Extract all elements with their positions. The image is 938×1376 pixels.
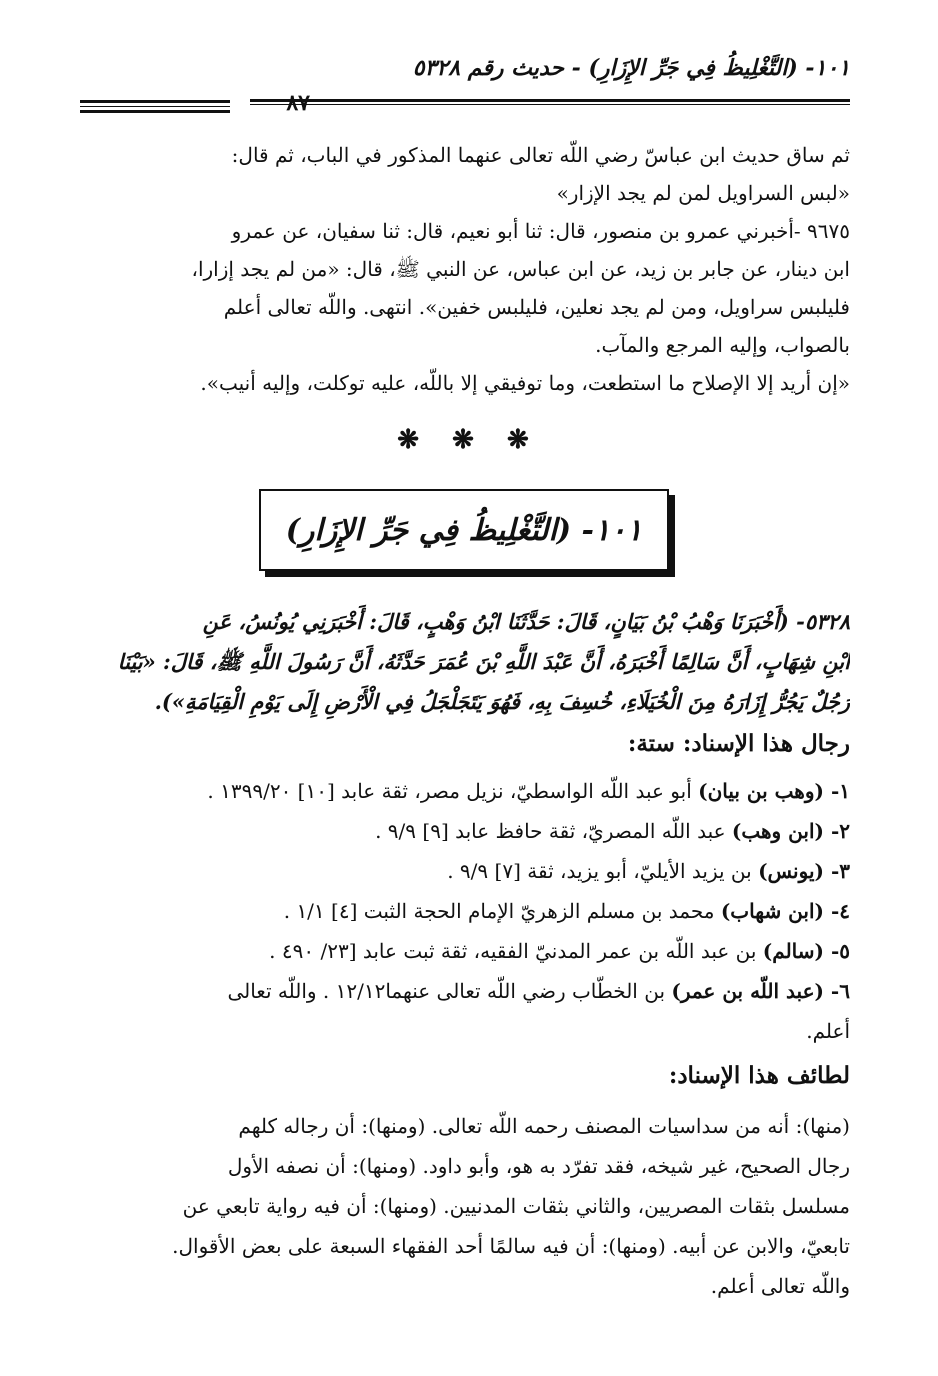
narrator-entry xyxy=(80,851,850,891)
page-number-block xyxy=(80,90,310,120)
hadith-line: ابْنِ شِهَابٍ، أَنَّ سَالِمًا أَخْبَرَهُ، أَنَّ عَبْدَ اللَّهِ بْنَ عُمَرَ حَدَّثَهُ، أَنَّ رَسُولَ اللَّهِ ﷺ، قَالَ: «بَيْنَا xyxy=(117,649,850,674)
narrator-entry xyxy=(80,811,850,851)
text-line: فليلبس سراويل، ومن لم يجد نعلين، فليلبس خفين». انتهى. واللّه تعالى أعلم xyxy=(223,295,850,319)
narrator-details: أبو عبد اللّه الواسطيّ، نزيل مصر، ثقة عابد [١٠] ١٣٩٩/٢٠ . xyxy=(207,779,699,803)
narrator-name: ٥- (سالم) xyxy=(762,939,850,963)
hadith-line: رَجُلٌ يَجُرُّ إِزَارَهُ مِنَ الْخُيَلَاءِ، خُسِفَ بِهِ، فَهُوَ يَتَجَلْجَلُ فِي الْأَرْضِ إِلَى يَوْمِ الْقِيَامَةِ»). xyxy=(154,689,850,714)
lataif-paragraph xyxy=(80,1106,850,1306)
lataif-heading: لطائف هذا الإسناد: xyxy=(668,1062,850,1089)
narrator-entry xyxy=(80,891,850,931)
hadith-line: ٥٣٢٨- (أَخْبَرَنَا وَهْبُ بْنُ بَيَانٍ، قَالَ: حَدَّثَنَا ابْنُ وَهْبٍ، قَالَ: أَخْبَرَنِي يُونُسُ، عَنِ xyxy=(202,609,850,634)
hadith-text xyxy=(80,602,850,722)
text-line: «لبس السراويل لمن لم يجد الإزار» xyxy=(556,181,850,205)
page-number-rule xyxy=(80,110,230,113)
section-ornament: ❋ ❋ ❋ xyxy=(397,425,541,455)
text-line: (منها): أنه من سداسيات المصنف رحمه اللّه تعالى. (ومنها): أن رجاله كلهم xyxy=(238,1114,850,1138)
header-rule xyxy=(250,99,850,102)
narrator-details: محمد بن مسلم الزهريّ الإمام الحجة الثبت [٤] ١/١ . xyxy=(283,899,721,923)
narrator-tail: أعلم. xyxy=(806,1019,850,1043)
chapter-title: ١٠١- (التَّغْلِيظُ فِي جَرِّ الإِزَارِ) xyxy=(285,512,643,548)
narrator-details: بن عبد اللّه بن عمر المدنيّ الفقيه، ثقة ثبت عابد [٢٣/ ٤٩٠ . xyxy=(269,939,763,963)
narrators-list xyxy=(80,771,850,1051)
text-line: واللّه تعالى أعلم. xyxy=(710,1274,850,1298)
narrator-name: ٦- (عبد اللّه بن عمر) xyxy=(671,979,850,1003)
text-line: مسلسل بثقات المصريين، والثاني بثقات المدنيين. (ومنها): أن فيه رواية تابعي عن xyxy=(182,1194,850,1218)
chapter-title-box xyxy=(259,489,669,571)
narrator-name: ٤- (ابن شهاب) xyxy=(720,899,850,923)
narrator-entry xyxy=(80,771,850,811)
isnad-heading: رجال هذا الإسناد: ستة: xyxy=(627,730,850,757)
narrator-entry xyxy=(80,931,850,971)
text-line: تابعيّ، والابن عن أبيه. (ومنها): أن فيه سالمًا أحد الفقهاء السبعة على بعض الأقوال. xyxy=(172,1234,850,1258)
text-line: رجال الصحيح، غير شيخه، فقد تفرّد به هو، وأبو داود. (ومنها): أن نصفه الأول xyxy=(227,1154,850,1178)
narrator-details: بن الخطّاب رضي اللّه تعالى عنهما١٢/١٢ . واللّه تعالى xyxy=(227,979,672,1003)
narrator-details: عبد اللّه المصريّ، ثقة حافظ عابد [٩] ٩/٩ . xyxy=(375,819,732,843)
narrator-entry xyxy=(80,971,850,1011)
text-line: بالصواب، وإليه المرجع والمآب. xyxy=(595,333,850,357)
running-title: ١٠١- (التَّغْلِيظُ فِي جَرِّ الإِزَارِ) - حديث رقم ٥٣٢٨ xyxy=(412,55,850,81)
intro-paragraph xyxy=(80,136,850,402)
running-header xyxy=(340,55,850,97)
text-line: ثم ساق حديث ابن عباسّ رضي اللّه تعالى عنهما المذكور في الباب، ثم قال: xyxy=(231,143,850,167)
page-number: ٨٧ xyxy=(286,90,310,116)
narrator-details: بن يزيد الأيليّ، أبو يزيد، ثقة [٧] ٩/٩ . xyxy=(447,859,759,883)
text-line: ابن دينار، عن جابر بن زيد، عن ابن عباس، عن النبي ﷺ، قال: «من لم يجد إزارا، xyxy=(191,257,850,281)
header-rule-thin xyxy=(250,104,850,105)
text-line: ٩٦٧٥ -أخبرني عمرو بن منصور، قال: ثنا أبو نعيم، قال: ثنا سفيان، عن عمرو xyxy=(231,219,850,243)
text-line: «إن أريد إلا الإصلاح ما استطعت، وما توفيقي إلا باللّه، عليه توكلت، وإليه أنيب». xyxy=(200,371,850,395)
page-number-rule xyxy=(80,100,230,103)
narrator-name: ١- (وهب بن بيان) xyxy=(698,779,850,803)
narrator-name: ٣- (يونس) xyxy=(758,859,850,883)
page-number-rule xyxy=(80,106,230,107)
narrator-name: ٢- (ابن وهب) xyxy=(731,819,850,843)
